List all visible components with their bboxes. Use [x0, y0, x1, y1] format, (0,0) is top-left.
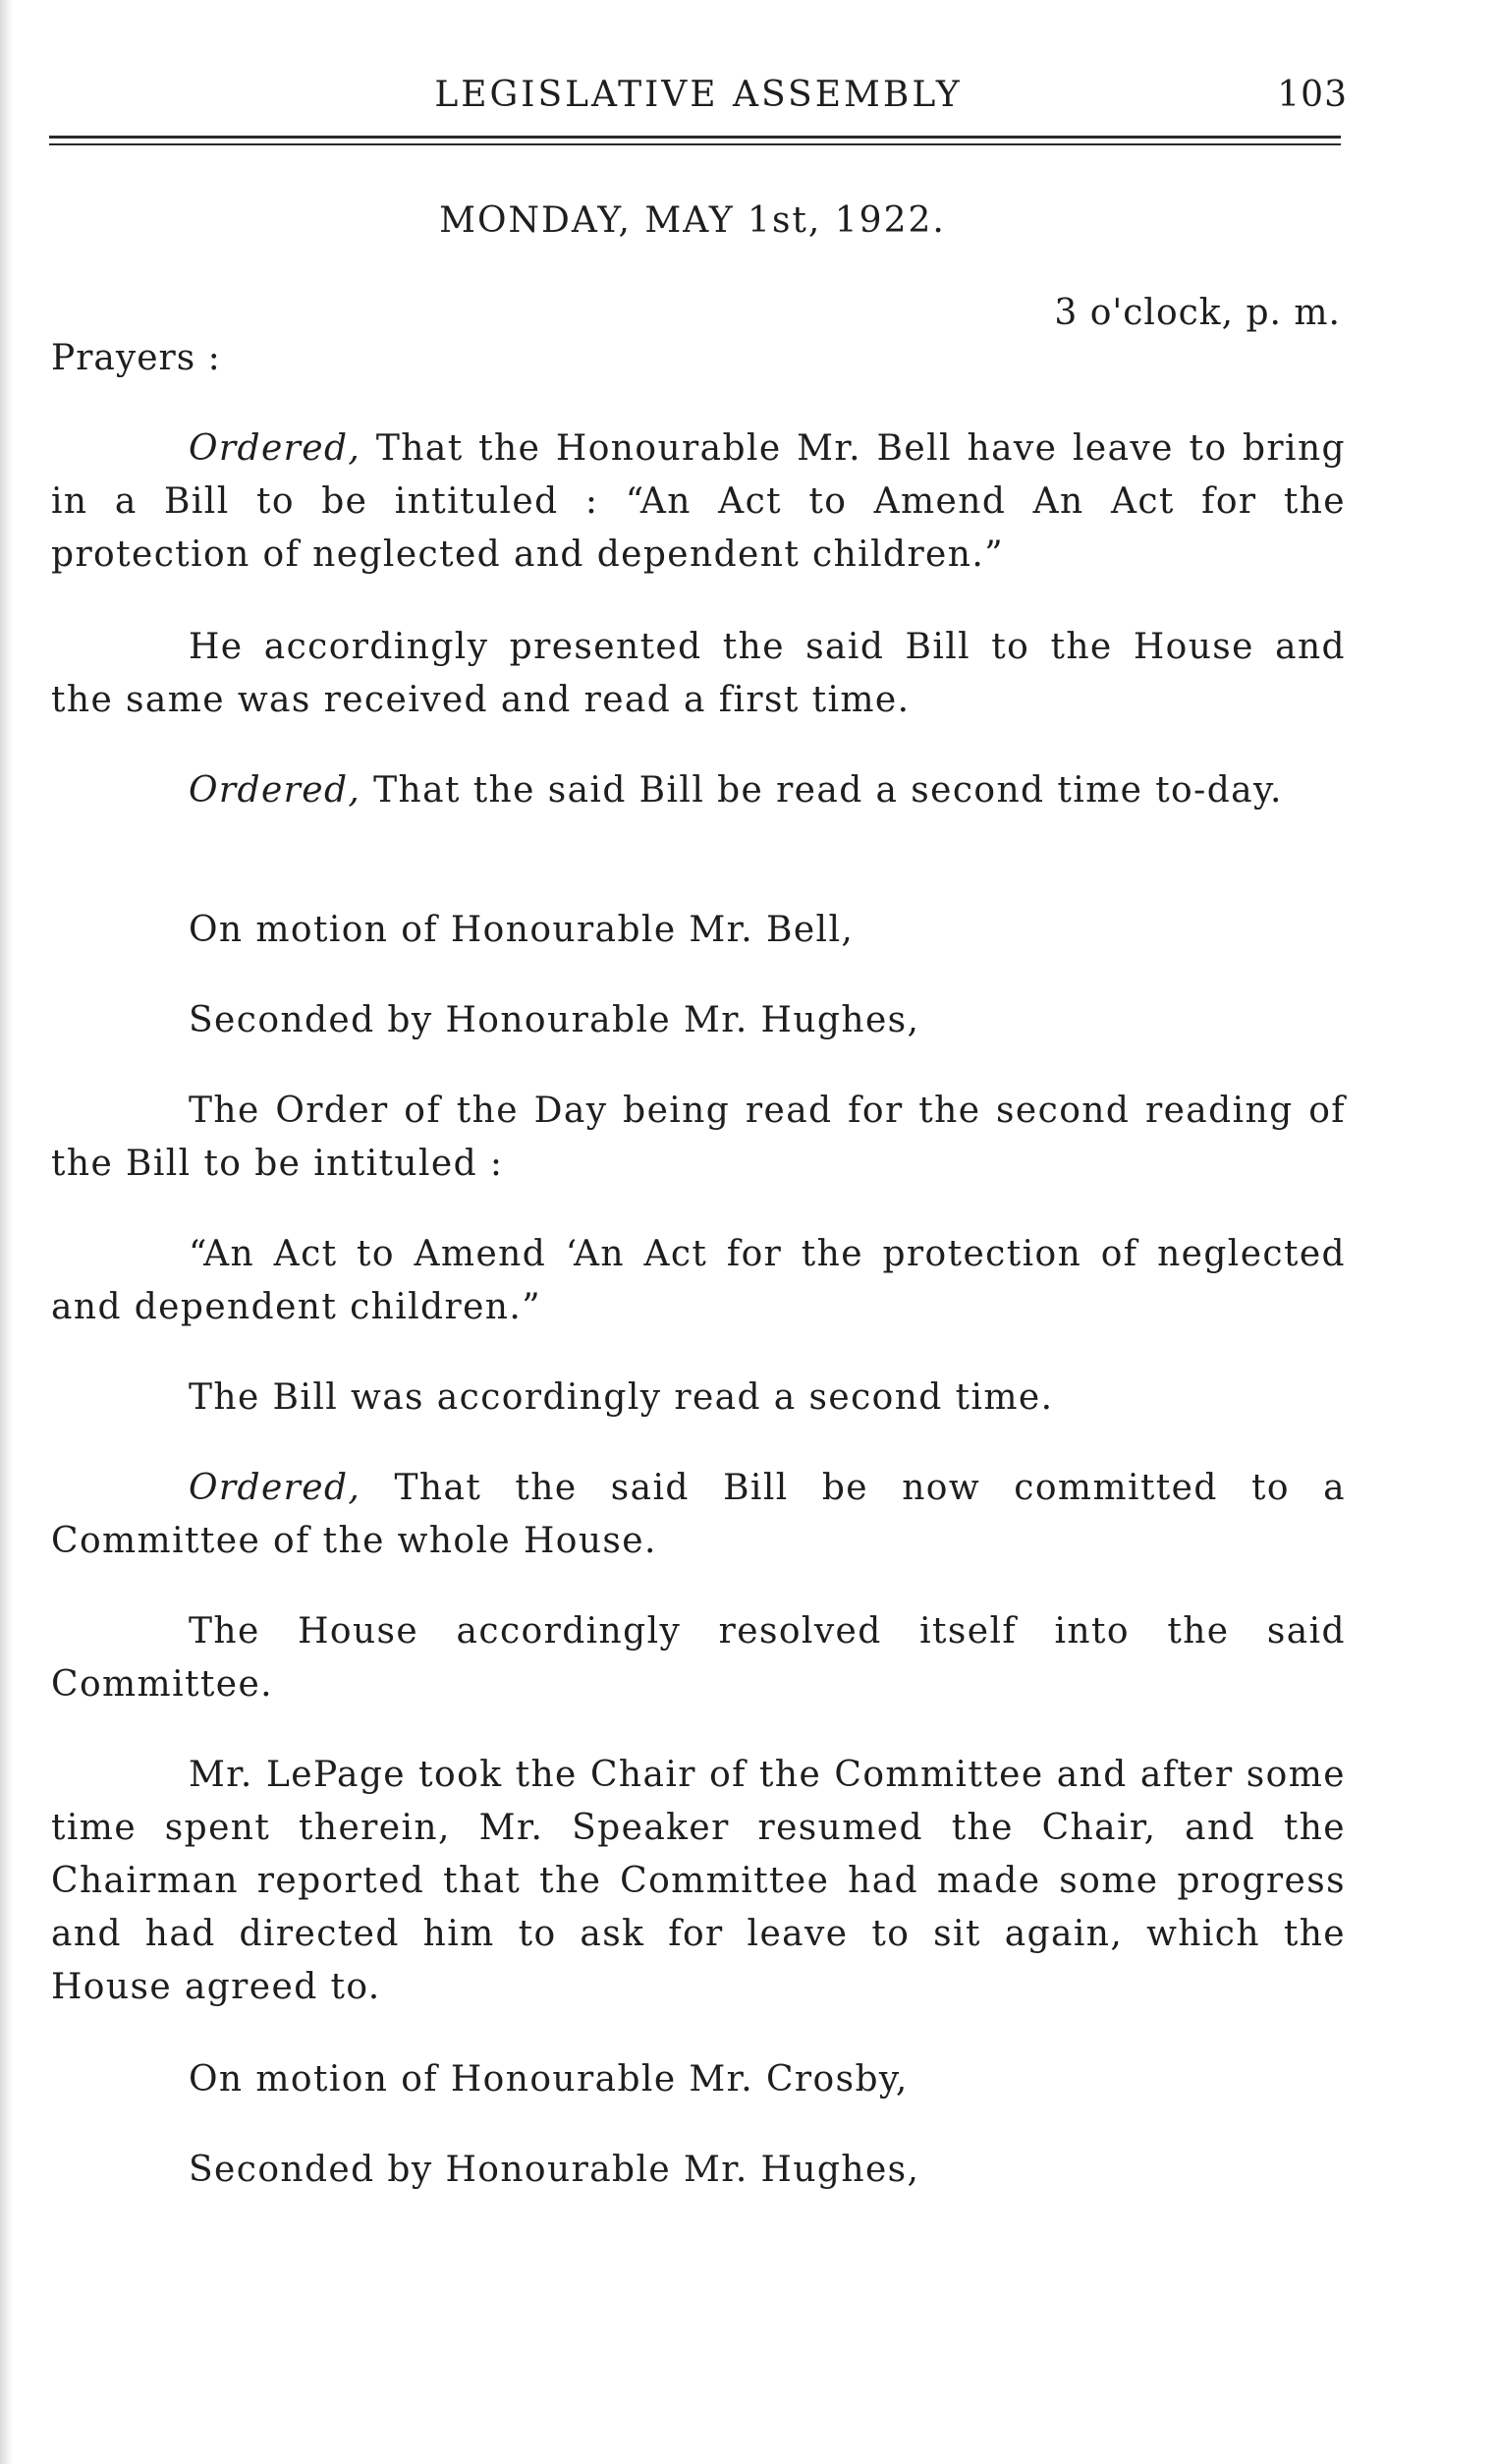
paragraph-text: “An Act to Amend ‘An Act for the protection of neglected and dependent children.”	[51, 1234, 1346, 1327]
paragraph-text: Mr. LePage took the Chair of the Committee and after some time spent therein, Mr. Speaker resumed the Chair, and the Chairman reported that the Committee had made some progress and had directed him to ask for leave to sit again, which the House agreed to.	[51, 1755, 1346, 2007]
paragraph	[51, 422, 1346, 582]
paragraph-text: The Bill was accordingly read a second time.	[189, 1377, 1054, 1418]
paragraph	[51, 1749, 1346, 2014]
paragraph-lead: Ordered,	[189, 770, 361, 811]
paragraph	[51, 904, 1346, 957]
paragraph-lead: Ordered,	[189, 428, 361, 469]
running-header	[49, 75, 1348, 124]
paragraph-text: He accordingly presented the said Bill to the House and the same was received and read a first time.	[51, 627, 1346, 720]
paragraph-text: The Order of the Day being read for the second reading of the Bill to be intituled :	[51, 1091, 1346, 1184]
paragraph-text: That the said Bill be read a second time to-day.	[360, 770, 1283, 811]
paragraph-text: That the said Bill be now committed to a Committee of the whole House.	[51, 1468, 1346, 1561]
paragraph-text: Seconded by Honourable Mr. Hughes,	[189, 2150, 920, 2190]
paragraph	[51, 2053, 1346, 2106]
paragraph-lead: Ordered,	[189, 1468, 361, 1508]
page-edge-shadow	[0, 0, 14, 2464]
paragraph	[51, 621, 1346, 727]
paragraph-text: On motion of Honourable Mr. Bell,	[189, 910, 855, 950]
header-rule-top	[49, 136, 1341, 139]
prayers-line: Prayers :	[51, 338, 221, 378]
paragraph	[51, 1372, 1346, 1425]
paragraph-text: That the Honourable Mr. Bell have leave to bring in a Bill to be intituled : “An Act to Amend An Act for the protection of neglected and dependent children.”	[51, 428, 1346, 575]
paragraph	[51, 1605, 1346, 1711]
sitting-time: 3 o'clock, p. m.	[1054, 293, 1341, 333]
paragraph	[51, 994, 1346, 1047]
paragraph-text: On motion of Honourable Mr. Crosby,	[189, 2059, 909, 2100]
paragraph	[51, 2144, 1346, 2197]
paragraph	[51, 1462, 1346, 1568]
header-rule-bottom	[49, 143, 1341, 145]
paragraph-text: Seconded by Honourable Mr. Hughes,	[189, 1000, 920, 1040]
paragraph-text: The House accordingly resolved itself into the said Committee.	[51, 1611, 1346, 1705]
paragraph	[51, 1085, 1346, 1191]
page-number: 103	[1277, 75, 1348, 115]
paragraph	[51, 764, 1346, 817]
paragraph	[51, 1228, 1346, 1334]
sitting-date: MONDAY, MAY 1st, 1922.	[439, 200, 946, 241]
header-title: LEGISLATIVE ASSEMBLY	[434, 75, 963, 115]
